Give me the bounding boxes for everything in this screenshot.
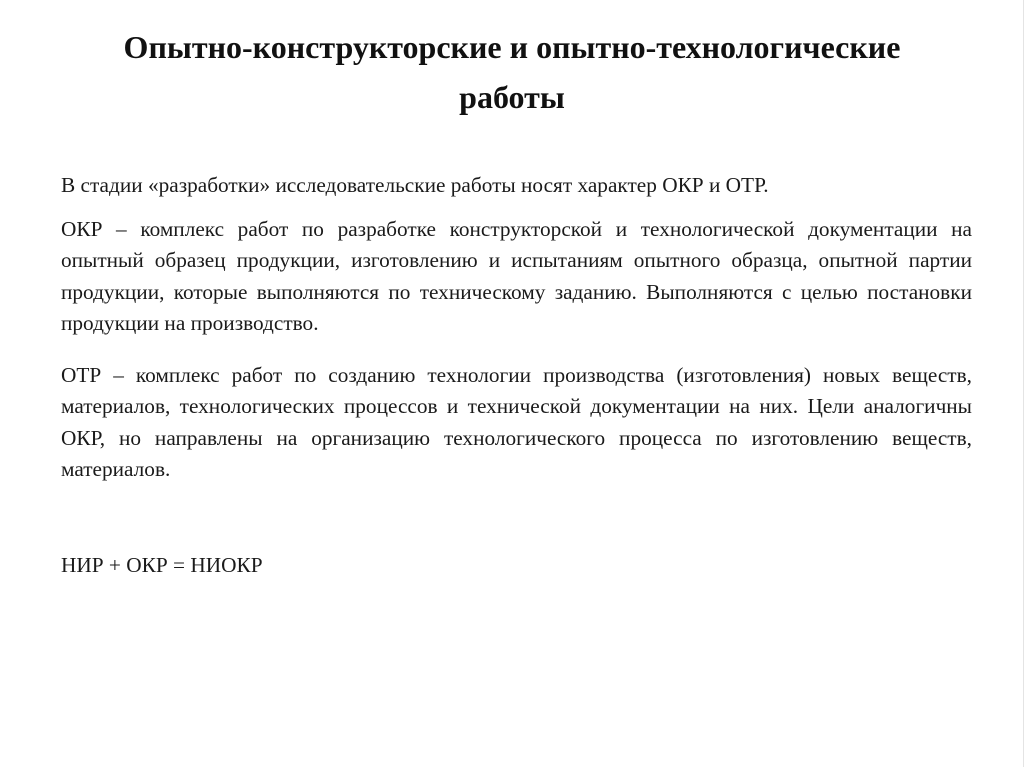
otr-definition-paragraph: ОТР – комплекс работ по созданию технологии производства (изготовления) новых веществ, материалов, технологических процессов и технической документации на них. Цели аналогичны ОКР, но направлены на организацию технологического процесса по изготовлению веществ, материалов. bbox=[61, 362, 972, 481]
okr-definition-paragraph: ОКР – комплекс работ по разработке конструкторской и технологической документации на опытный образец продукции, изготовлению и испытаниям опытного образца, опытной партии продукции, которые выполняются по техническому заданию. Выполняются с целью постановки продукции на производство. bbox=[61, 216, 972, 335]
slide-title: Опытно-конструкторские и опытно-технологические работы bbox=[123, 29, 901, 115]
niokr-formula: НИР + ОКР = НИОКР bbox=[61, 552, 263, 577]
intro-paragraph: В стадии «разработки» исследовательские работы носят характер ОКР и ОТР. bbox=[61, 173, 769, 197]
slide-body bbox=[61, 170, 972, 581]
